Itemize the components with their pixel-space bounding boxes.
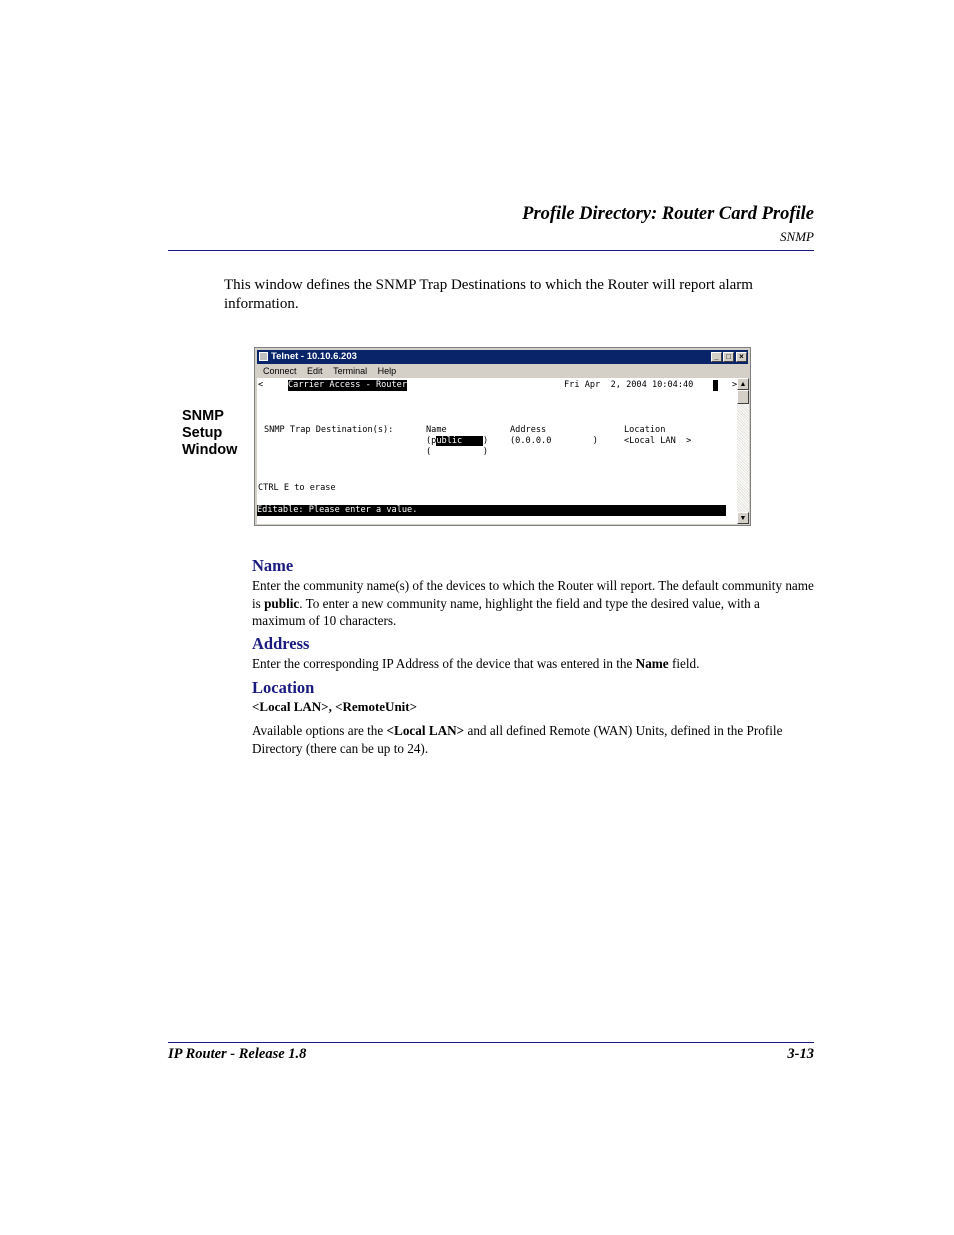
menu-bar [257, 365, 748, 377]
scroll-thumb[interactable] [737, 390, 749, 404]
maximize-icon[interactable]: □ [723, 352, 734, 362]
section-heading-address: Address [252, 634, 310, 653]
field-open: (p [426, 436, 437, 446]
address-field-1[interactable]: (0.0.0.0 ) [510, 436, 598, 446]
location-options: <Local LAN>, <RemoteUnit> [252, 699, 418, 714]
telnet-window [254, 347, 751, 526]
location-field-1[interactable]: <Local LAN > [624, 436, 692, 446]
screen-title: Carrier Access - Router [288, 380, 407, 390]
window-title: Telnet - 10.10.6.203 [271, 351, 357, 362]
footer-rule [168, 1042, 814, 1043]
section-text-address: Enter the corresponding IP Address of the device that was entered in the Name field. [252, 656, 700, 671]
close-icon[interactable]: × [736, 352, 747, 362]
telnet-app-icon [259, 352, 268, 361]
scroll-up-icon[interactable]: ▲ [737, 378, 749, 390]
screen-datetime: Fri Apr 2, 2004 10:04:40 [564, 380, 694, 390]
header-rule [168, 250, 814, 251]
column-location: Location [624, 425, 666, 435]
window-titlebar[interactable] [257, 350, 748, 364]
erase-hint: CTRL E to erase [258, 483, 336, 493]
vertical-scrollbar[interactable] [737, 378, 749, 524]
section-text-location: Available options are the <Local LAN> and all defined Remote (WAN) Units, defined in the Profile Directory (there can be up to 24). [252, 723, 783, 756]
menu-edit[interactable]: Edit [307, 366, 323, 376]
terminal-cursor [713, 380, 718, 391]
figure-label [182, 408, 237, 459]
name-field-2[interactable]: ( ) [426, 447, 489, 457]
scroll-down-icon[interactable]: ▼ [737, 512, 749, 524]
section-heading-name: Name [252, 556, 294, 575]
name-field-highlight: ublic [436, 436, 483, 446]
field-close: ) [482, 436, 489, 446]
column-address: Address [510, 425, 547, 435]
nav-right-arrow[interactable]: > [732, 380, 737, 390]
figure-label-line: SNMP [182, 408, 224, 424]
terminal-screen[interactable] [257, 378, 737, 524]
menu-connect[interactable]: Connect [263, 366, 297, 376]
section-text-name: Enter the community name(s) of the devices to which the Router will report. The default community name is public. To enter a new community name, highlight the field and type the desired value, with a maximum of 10 characters. [252, 578, 814, 628]
status-line: Editable: Please enter a value. [257, 505, 726, 516]
nav-left-arrow[interactable]: < [258, 380, 264, 390]
minimize-icon[interactable]: _ [711, 352, 722, 362]
intro-paragraph: This window defines the SNMP Trap Destinations to which the Router will report alarm information. [224, 277, 753, 312]
figure-label-line: Setup [182, 425, 223, 441]
page-header-title: Profile Directory: Router Card Profile [522, 204, 814, 224]
footer-document-title: IP Router - Release 1.8 [168, 1046, 307, 1062]
name-field-1[interactable] [426, 436, 488, 447]
page-header-subtitle: SNMP [780, 229, 814, 244]
trap-destinations-label: SNMP Trap Destination(s): [264, 425, 394, 435]
footer-page-number: 3-13 [787, 1046, 814, 1062]
column-name: Name [426, 425, 447, 435]
figure-label-line: Window [182, 442, 238, 458]
section-heading-location: Location [252, 678, 315, 697]
menu-terminal[interactable]: Terminal [333, 366, 368, 376]
menu-help[interactable]: Help [377, 366, 397, 376]
